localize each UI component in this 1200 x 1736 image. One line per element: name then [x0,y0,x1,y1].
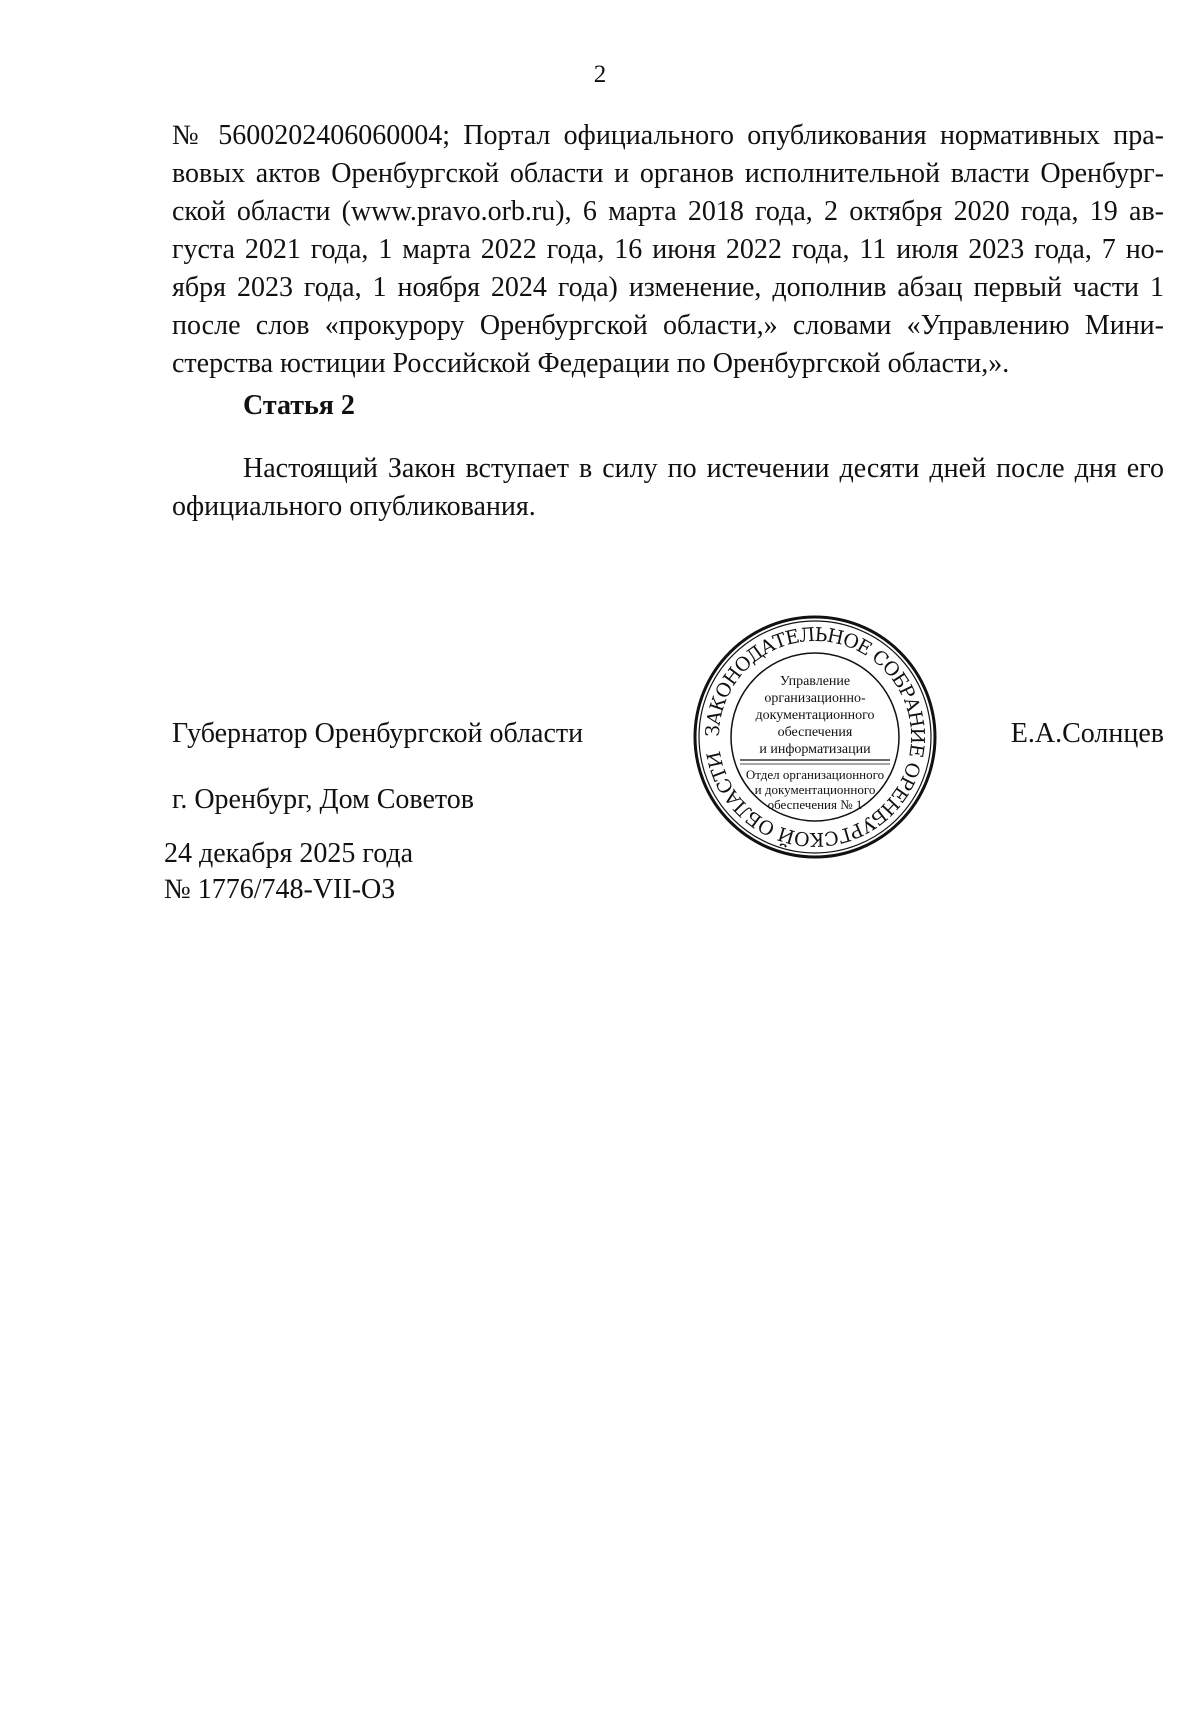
signing-place: г. Оренбург, Дом Советов [172,784,474,815]
paragraph-amendment [172,117,1164,383]
seal-line: Управление [779,674,851,689]
page-number: 2 [593,61,607,88]
seal-line: документационного [755,708,875,723]
seal-line: и документационного [754,782,876,797]
document-date: 24 декабря 2025 года [164,838,414,869]
paragraph-line: густа 2021 года, 1 марта 2022 года, 16 июня 2022 года, 11 июля 2023 года, 7 но- [172,234,1164,265]
paragraph-line: ской области (www.pravo.orb.ru), 6 марта 2018 года, 2 октября 2020 года, 19 ав- [172,196,1164,227]
paragraph-line: после слов «прокурору Оренбургской области,» словами «Управлению Мини- [172,310,1164,341]
seal-line: организационно- [764,691,866,706]
seal-line: и информатизации [759,742,871,757]
paragraph-line: ября 2023 года, 1 ноября 2024 года) изменение, дополнив абзац первый части 1 [172,272,1164,303]
seal-line: обеспечения [777,725,853,740]
article-line: Настоящий Закон вступает в силу по истечении десяти дней после дня его [243,453,1164,484]
article-2-heading: Статья 2 [243,390,355,421]
seal-ring-text: ЗАКОНОДАТЕЛЬНОЕ СОБРАНИЕ ОРЕНБУРГСКОЙ ОБЛАСТИ [701,623,929,851]
article-line: официального опубликования. [172,491,536,522]
document-number: № 1776/748-VII-ОЗ [164,874,396,905]
seal-line: Отдел организационного [745,767,885,782]
signatory-name: Е.А.Солнцев [1010,718,1164,749]
official-seal [690,612,940,862]
paragraph-line: вовых актов Оренбургской области и органов исполнительной власти Оренбург- [172,158,1164,189]
paragraph-line: стерства юстиции Российской Федерации по Оренбургской области,». [172,348,1010,379]
seal-line: обеспечения № 1 [767,797,863,812]
article-2-text [172,450,1164,526]
seal-graphic [690,612,940,862]
signatory-title: Губернатор Оренбургской области [172,718,584,749]
paragraph-line: № 5600202406060004; Портал официального опубликования нормативных пра- [172,120,1164,151]
